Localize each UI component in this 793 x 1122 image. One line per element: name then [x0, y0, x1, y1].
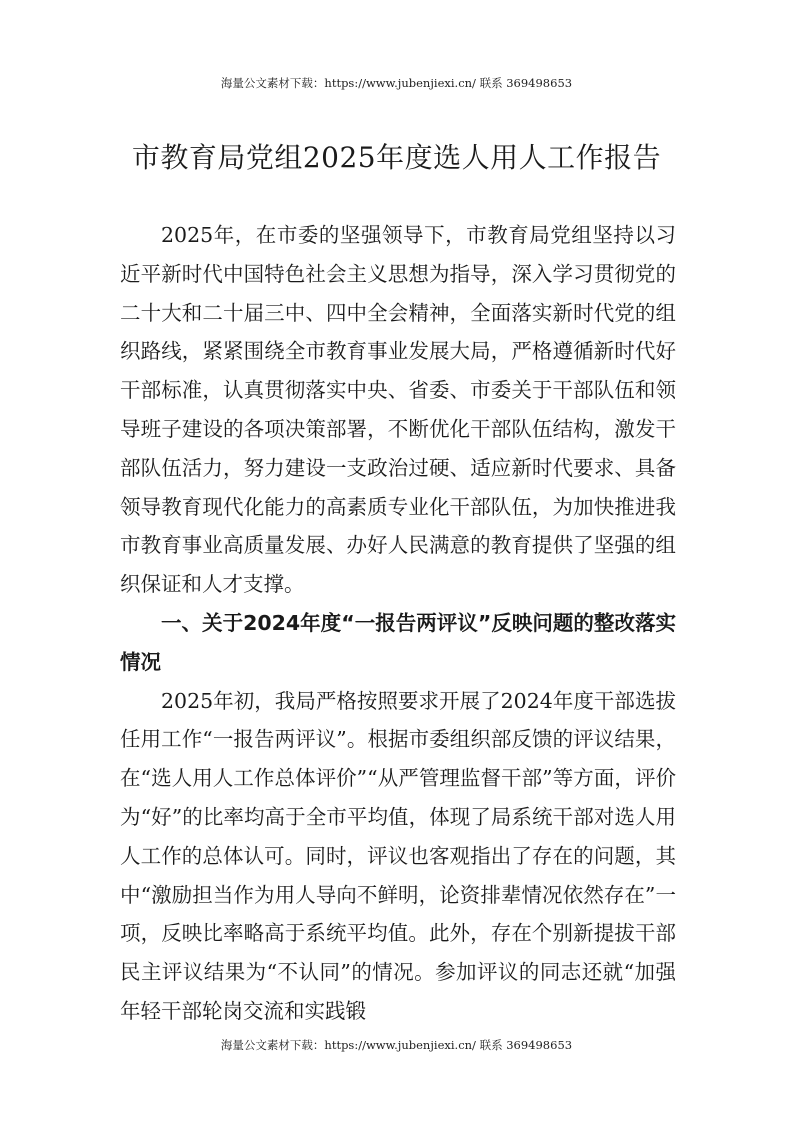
page-header: 海量公文素材下载：https://www.jubenjiexi.cn/ 联系 369498653	[220, 76, 573, 90]
section-paragraph: 2025年初，我局严格按照要求开展了2024年度干部选拔任用工作“一报告两评议”。根据市委组织部反馈的评议结果，在“选人用人工作总体评价”“从严管理监督干部”等方面，评价为“好”的比率均高于全市平均值，体现了局系统干部对选人用人工作的总体认可。同时，评议也客观指出了存在的问题，其中“激励担当作为用人导向不鲜明，论资排辈情况依然存在”一项，反映比率略高于系统平均值。此外，存在个别新提拔干部民主评议结果为“不认同”的情况。参加评议的同志还就“加强年轻干部轮岗交流和实践锻	[120, 688, 676, 1023]
document-body	[120, 216, 676, 1031]
document-title: 市教育局党组2025年度选人用人工作报告	[131, 141, 662, 174]
page-footer: 海量公文素材下载：https://www.jubenjiexi.cn/ 联系 369498653	[220, 1038, 573, 1052]
section-heading: 一、关于2024年度“一报告两评议”反映问题的整改落实情况	[120, 610, 676, 674]
intro-paragraph: 2025年，在市委的坚强领导下，市教育局党组坚持以习近平新时代中国特色社会主义思想为指导，深入学习贯彻党的二十大和二十届三中、四中全会精神，全面落实新时代党的组织路线，紧紧围绕全市教育事业发展大局，严格遵循新时代好干部标准，认真贯彻落实中央、省委、市委关于干部队伍和领导班子建设的各项决策部署，不断优化干部队伍结构，激发干部队伍活力，努力建设一支政治过硬、适应新时代要求、具备领导教育现代化能力的高素质专业化干部队伍，为加快推进我市教育事业高质量发展、办好人民满意的教育提供了坚强的组织保证和人才支撑。	[120, 223, 676, 597]
